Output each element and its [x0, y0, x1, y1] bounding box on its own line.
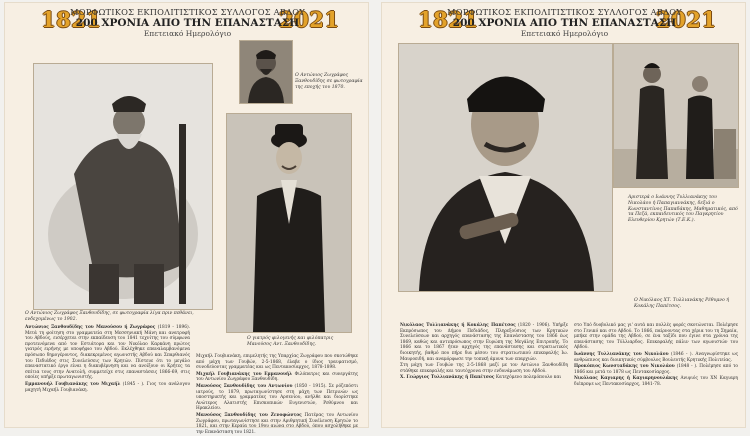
small-portrait-caption: Ο Αντώνιος Ζωγράφος Ξανθουδίδης σε φωτογραφία της εποχής του 1870.	[295, 73, 363, 90]
year-1821: 1821	[418, 7, 479, 32]
bio-name: Αντώνιος Ξανθουδίδης του Μανούσου ή Ζωγράφος	[25, 325, 156, 330]
left-page	[4, 2, 369, 435]
header-subtitle: Επετειακό Ημερολόγιο	[143, 29, 232, 38]
left-text-column-1	[25, 325, 190, 394]
suited-man-photo	[226, 113, 352, 333]
bio-name: Προκόπιος Κωνσταδάκης του Νικολάου	[574, 364, 675, 370]
page-header	[5, 7, 370, 39]
header-title: 200 ΧΡΟΝΙΑ ΑΠΟ ΤΗΝ ΕΠΑΝΑΣΤΑΣΗ	[452, 17, 677, 29]
bio-text: Πατέρας του Αντωνίου Ζωγράφου, πρωταγωνίστησε και στην Αριθμητική Συνέλευση Κρητών το 1821, και στην Κεραία του 19ου αιώνα στο Αβδού, όπου ασχολήθηκε με την Επανάσταση του 1821.	[196, 412, 358, 435]
bio-name: Χ. Γεώργιος Τυλλιανάκης ή Παπέτσος	[400, 375, 495, 381]
bio-text: Φιλόπατρις και συνεργάτης του Αντωνίου Ζωγράφου Ξανθουδίδη.	[196, 371, 358, 383]
right-text-column-2	[574, 323, 738, 389]
year-2021: 2021	[656, 7, 717, 32]
bio-text: Κατεχόμενο πολεμόπουλο και	[495, 375, 562, 381]
bio-name: Μιχαήλ Γουβιανάκης του Εμμανουήλ	[196, 371, 293, 377]
small-portrait-photo	[239, 40, 293, 104]
bio-text: Στη μάχη των Γουβών της 2-5-1868 μαζί με τον Αντώνιο Ξανθουδίδη στάθηκε επικεφαλής και ταυτόχρονα στην ενδυνάμωση του Αβδού.	[400, 363, 568, 374]
bio-text: (1846 - ). Αναγνωρίστηκε ως ανθρώπινος και διοικητικός σύμβουλος Βουλευτής Κρητικής Πολιτείας.	[574, 351, 738, 363]
bio-name: Μανούσος Ξανθουδίδης του Ζενοφώντος	[196, 412, 302, 418]
suited-man-caption: Ο γιατρός φιλογενής και φιλόπατρις Μανούσος Αντ. Ξανθουδίδης.	[247, 336, 334, 347]
right-page	[381, 2, 746, 428]
seated-man-caption: Ο Αντώνιος Ζωγράφος Ξανθουδίδης, σε φωτογραφία λίγα πριν πεθάνει, ενδεχομένως το 1902.	[25, 311, 194, 322]
seated-man-photo	[33, 63, 213, 310]
bio-name: Ιωάννης Τυλλιανάκης του Νικολάου	[574, 351, 669, 357]
page-header	[382, 7, 747, 39]
bio-text: Μιχαήλ Γουβιανάκη, επιμελητής της Υπαρχίας Ζωγράφου που σκοτώθηκε από μάχη των Γουβών, 2-5-1868, έλαβε ο ίδιος τραυματισμό, συνοδεύοντας γραμματέας και ως Πεντακοσίαρχος, 1878-1898.	[196, 354, 358, 371]
bio-name: Εμμανουήλ Γουβιανάκης του Μιχαήλ	[25, 381, 121, 387]
page-divider	[372, 0, 378, 430]
right-text-column-1	[400, 323, 568, 382]
bio-name: Νικόλαος Τυλλιανάκης ή Κοκάλης Παπέτσος	[400, 323, 516, 328]
main-portrait-photo	[398, 43, 613, 292]
group-photo-caption: Αριστερά ο Ιωάννης Τυλλιανάκης του Νικολάου ή Παπαγιαννάκης, δεξιά ο Κωνσταντίνος Παπαδάκης, Μαθηματικός, από τα Πεζά, εκπαιδευτικός του Παγκρητίου Ελευθερίου Κρητών (Τ.Ε.Κ.).	[628, 195, 738, 224]
bio-text: Ανιψιός του ΧΝ Καγιαρη διέπρεψε ως Πεντακοσίαρχος, 1841-78.	[574, 376, 738, 387]
bio-text: (1820 - 1906). Υπήρξε Εκπρόσωπος του Δήμου Πεδιάδος, Πληρεξούσιος των Κρητικών Συνελεύσεων και αρχηγός επανάστασης της Επανάστασης του 1866 έως 1869, καθώς και αντιπρόσωπος στην Ευρώπη της Μεγάλης Επιτροπής. Το 1866 και το 1867 ήταν αρχηγός της επανάστασης και στρατιωτικός διοικητής, βαθμό που πήρε δια μέσου του στρατιωτικού επικεφαλής Ιω. Μαυροειδή, και αναμόρφωσε την τοπική άμυνα των επαρχιών.	[400, 323, 569, 362]
group-photo	[613, 43, 739, 188]
year-2021: 2021	[279, 7, 340, 32]
org-name: ΜΟΡΦΩΤΙΚΟΣ ΕΚΠΟΛΙΤΙΣΤΙΚΟΣ ΣΥΛΛΟΓΟΣ ΑΒΔΟΥ	[70, 7, 305, 17]
header-subtitle: Επετειακό Ημερολόγιο	[520, 29, 609, 38]
year-1821: 1821	[41, 7, 102, 32]
bio-text: (1848 - ). Πολέμησε από το 1866 και μετά το 1878 ως Πεντακοσίαρχος.	[574, 364, 738, 375]
bio-name: Νικόλαος Καγιαρης ή Καγιαρηνουλάκης	[574, 376, 678, 382]
bio-name: Μανούσος Ξανθουδίδης του Αντωνίου	[196, 383, 293, 389]
left-text-column-2	[196, 354, 358, 436]
bio-text: (1819 - 1896). Μετά τη φοίτηση στο γραμματεία στη Μεσσηνιακή Μάνη και ανατροφή του Αβδούς, εισέρχεται στην εκπαίδευση του 1841 τεχνίτης του σύμφωνα προτεινόμενα από τον Εστιάτορα και τον Νικόλαο Καρκάνη πρώτος γιατρός ειρήνης με υποψήφιο του Αβδού. Εκλέχθηκε επαναλαμβανόμενα πρόσωπο δημογέροντος, διακεκριμένος αγωνιστής Αβδού και Σπαρθιανός του Πεδιάδος στις Συνελεύσεις των Κρητών. Πίστευε ότι το μεγάλο επαναστατικό έργο είναι η διακυβέρνηση και να ανοίξουν οι Κρήτες τα σπίτια τους στην Ανατολή, συμμετείχε στις επαναστάσεις 1866-69, στις οποίες υπήρξε πρωταγωνιστής.	[25, 325, 191, 381]
org-name: ΜΟΡΦΩΤΙΚΟΣ ΕΚΠΟΛΙΤΙΣΤΙΚΟΣ ΣΥΛΛΟΓΟΣ ΑΒΔΟΥ	[447, 7, 682, 17]
header-title: 200 ΧΡΟΝΙΑ ΑΠΟ ΤΗΝ ΕΠΑΝΑΣΤΑΣΗ	[75, 17, 300, 29]
bio-text: στο Υπό δυοβολικό μας γι' αυτά και πολλές φορές σκοτώνεται. Πολέμησε στο Γενικό και στο Αβδού. Το 1866, παίρνοντας στα χέρια του τη Σημαία, μπήκε στην ομάδα της Αβδού, σε ένα ταξίδι που έγινε στα χρόνια της επανάστασης του Τύλλιαρδος. Επικεφαλής πάλιν των αγωνιστών του Αβδού.	[574, 323, 738, 351]
bio-text: (1850 - 1915). Σε ρόζεπόστι ιατρούς, το 1879, πρωταγωνίστησε στη μάχη των Πετρινών ως υποστηρικτής και γραμματέας του Αρσενίου, ανήλθε και διορίστηκε Ανώτερος Αλατιστής Επισκοπικών Ευγενιστών, Ρεθύμνου και Ηρακλείου.	[196, 383, 358, 412]
main-portrait-caption: Ο Νικόλαος ΧΤ. Τυλλιανάκης Ρέθυμνο ή Κοκάλης Παπέτσος.	[634, 298, 730, 309]
bio-text: (1845 - ). Γιος του ανάλογου μαχητή Μιχαήλ Γουβιανάκη.	[25, 381, 190, 393]
